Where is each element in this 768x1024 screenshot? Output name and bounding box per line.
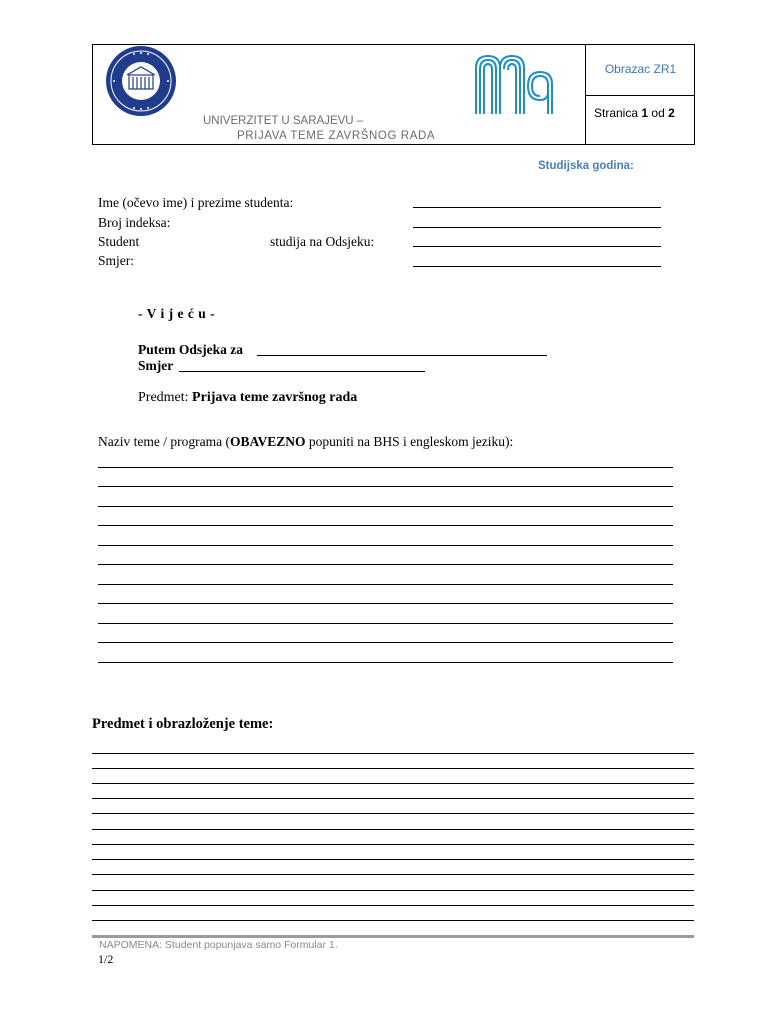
topic-line[interactable] <box>98 623 673 624</box>
page-current: 1 <box>641 106 649 120</box>
rationale-line[interactable] <box>92 783 694 784</box>
rationale-line[interactable] <box>92 753 694 754</box>
page-indicator <box>594 106 675 120</box>
subject-prefix: Predmet: <box>138 390 189 405</box>
rationale-line[interactable] <box>92 859 694 860</box>
rationale-line[interactable] <box>92 905 694 906</box>
topic-line[interactable] <box>98 545 673 546</box>
topic-line[interactable] <box>98 662 673 663</box>
topic-label <box>98 434 513 450</box>
study-year-label: Studijska godina: <box>538 160 634 172</box>
topic-line[interactable] <box>98 642 673 643</box>
topic-line[interactable] <box>98 584 673 585</box>
topic-line[interactable] <box>98 506 673 507</box>
student-name-label: Ime (očevo ime) i prezime studenta: <box>98 195 294 210</box>
page-of: od <box>651 106 665 120</box>
letter-smjer-field[interactable] <box>179 371 425 372</box>
rationale-line[interactable] <box>92 844 694 845</box>
form-code: Obrazac ZR1 <box>604 62 677 76</box>
subject-line <box>138 390 357 406</box>
rationale-line[interactable] <box>92 813 694 814</box>
index-number-field[interactable] <box>413 227 661 228</box>
university-seal-logo <box>103 45 179 117</box>
header-divider <box>585 95 695 96</box>
topic-line[interactable] <box>98 486 673 487</box>
footer-page-number: 1/2 <box>98 952 114 966</box>
subject-text: Prijava teme završnog rada <box>192 390 358 405</box>
letter-smjer-label: Smjer <box>138 358 174 373</box>
rationale-line[interactable] <box>92 890 694 891</box>
topic-label-after: popuniti na BHS i engleskom jeziku): <box>305 434 514 449</box>
faculty-logo <box>474 54 554 116</box>
rationale-line[interactable] <box>92 920 694 921</box>
form-title: PRIJAVA TEME ZAVRŠNOG RADA <box>237 130 436 142</box>
topic-label-required: OBAVEZNO <box>229 434 306 449</box>
footer-divider <box>92 935 694 938</box>
rationale-line[interactable] <box>92 798 694 799</box>
footer-note: NAPOMENA: Student popunjava samo Formular 1. <box>99 939 338 951</box>
topic-label-before: Naziv teme / programa ( <box>98 434 230 449</box>
index-number-label: Broj indeksa: <box>98 215 171 230</box>
topic-line[interactable] <box>98 467 673 468</box>
addressee-heading: - V i j e ć u - <box>138 306 216 321</box>
rationale-line[interactable] <box>92 829 694 830</box>
smjer-label: Smjer: <box>98 253 134 268</box>
student-name-field[interactable] <box>413 207 661 208</box>
page-total: 2 <box>668 106 675 120</box>
rationale-line[interactable] <box>92 874 694 875</box>
university-name: UNIVERZITET U SARAJEVU – <box>203 115 364 127</box>
smjer-field[interactable] <box>413 266 661 267</box>
rationale-line[interactable] <box>92 768 694 769</box>
rationale-heading: Predmet i obrazloženje teme: <box>92 716 274 732</box>
via-department-field[interactable] <box>257 355 547 356</box>
via-department-label: Putem Odsjeka za <box>138 342 243 357</box>
student-label: Student <box>98 234 140 249</box>
studija-label: studija na Odsjeku: <box>270 234 375 249</box>
topic-line[interactable] <box>98 603 673 604</box>
topic-line[interactable] <box>98 564 673 565</box>
department-field[interactable] <box>413 246 661 247</box>
page-prefix: Stranica <box>594 106 639 120</box>
topic-line[interactable] <box>98 525 673 526</box>
